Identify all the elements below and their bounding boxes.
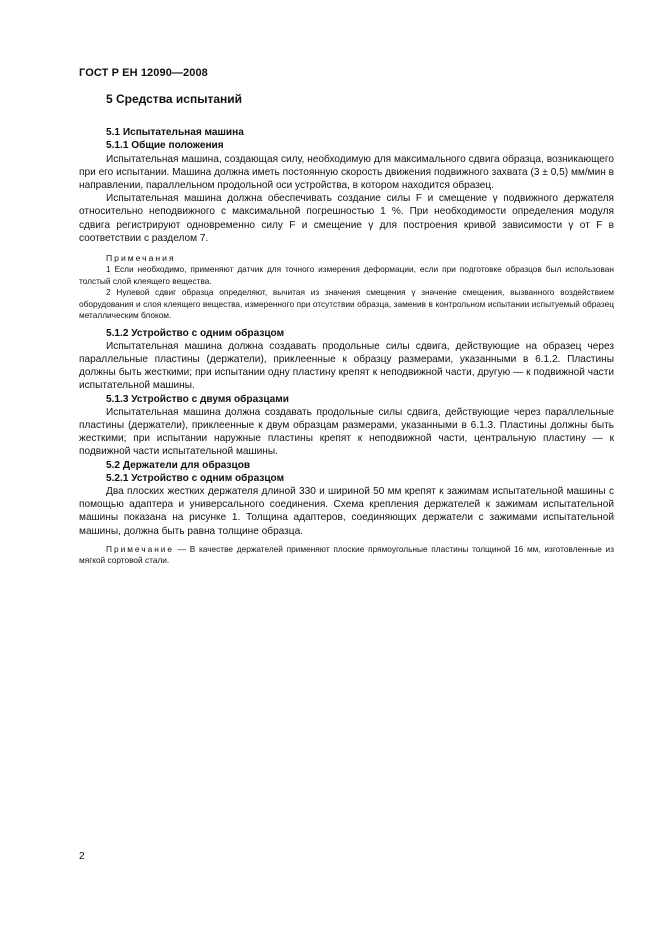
section-5-heading: 5 Средства испытаний xyxy=(106,92,243,106)
section-5-1-1-heading: 5.1.1 Общие положения xyxy=(106,140,224,152)
page-number: 2 xyxy=(79,851,85,862)
document-header: ГОСТ Р ЕН 12090—2008 xyxy=(79,67,208,79)
note-1: 1 Если необходимо, применяют датчик для точного измерения деформации, если при подготовке образцов был использован толстый слой клеящего вещества. xyxy=(79,264,614,286)
section-5-2-1-heading: 5.2.1 Устройство с одним образцом xyxy=(106,472,285,484)
paragraph: Испытательная машина должна обеспечивать создание силы F и смещение γ подвижного держателя относительно неподвижного с максимальной погрешностью 1 %. При необходимости определения модуля сдвига регистрируют одновременно силу F и смещение γ для построения кривой зависимости γ от F в соответствии с разделом 7. xyxy=(79,193,614,244)
note-2: 2 Нулевой сдвиг образца определяют, вычитая из значения смещения γ значение смещения, вызванного воздействием оборудования и слоя клеящего вещества, измеренного при отсутствии образца, заменив в контрольном испытании испытуемый образец металлическим блоком. xyxy=(79,287,614,321)
note-label: Примечание xyxy=(106,543,175,554)
section-5-1-3-heading: 5.1.3 Устройство с двумя образцами xyxy=(106,393,289,405)
section-5-1-2-heading: 5.1.2 Устройство с одним образцом xyxy=(106,327,285,339)
paragraph: Испытательная машина, создающая силу, необходимую для максимального сдвига образца, возникающего при его испытании. Машина должна иметь постоянную скорость движения подвижного захвата (3 ± 0,5) мм/мин в направлении, параллельном продольной оси устройства, в котором находится образец. xyxy=(79,153,614,192)
paragraph: Два плоских жестких держателя длиной 330 и шириной 50 мм крепят к зажимам испытательной машины с помощью адаптера и универсального соединения. Схема крепления держателей к зажимам испытательной машины показана на рисунке 1. Толщина адаптеров, соединяющих держатели с зажимами испытательной машины, должна быть равна толщине образца. xyxy=(79,485,614,537)
note-single xyxy=(79,544,614,567)
note-text: — В качестве держателей применяют плоские прямоугольные пластины толщиной 16 мм, изготовленные из мягкой сортовой стали. xyxy=(79,543,614,566)
paragraph: Испытательная машина должна создавать продольные силы сдвига, действующие на образец через параллельные пластины (держатели), приклеенные к образцу размерами, указанными в 6.1.2. Пластины должны быть жесткими; при испытании одну пластину крепят к неподвижной части, другую — к подвижной части испытательной машины. xyxy=(79,340,614,392)
section-5-1-heading: 5.1 Испытательная машина xyxy=(106,127,244,139)
section-5-2-heading: 5.2 Держатели для образцов xyxy=(106,459,251,471)
paragraph: Испытательная машина должна создавать продольные силы сдвига, действующие через параллельные пластины (держатели), приклеенные к двум образцам размерами, указанными в 6.1.3. Пластины должны быть жесткими; при испытании наружные пластины крепят к неподвижной части, центральную пластину — к подвижной части испытательной машины. xyxy=(79,406,614,458)
notes-label: Примечания xyxy=(106,253,176,264)
document-body xyxy=(79,93,614,567)
